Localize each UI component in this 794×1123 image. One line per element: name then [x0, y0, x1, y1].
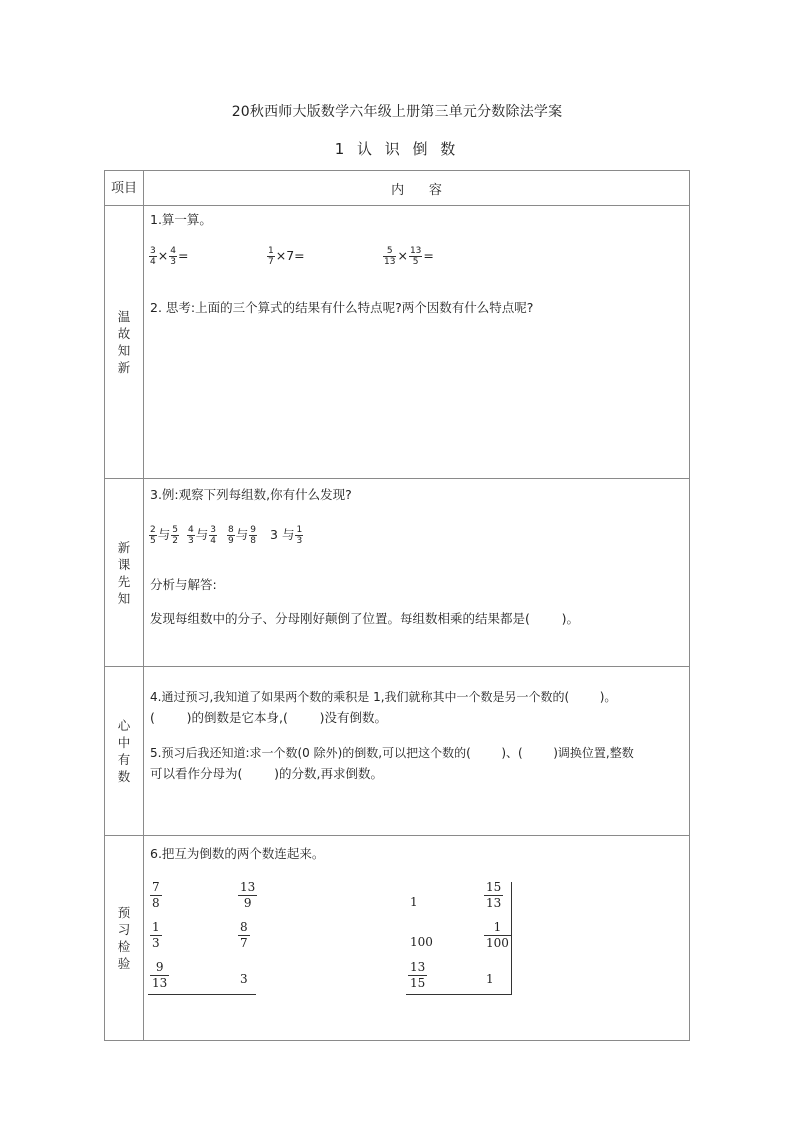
table-header-row — [105, 171, 690, 206]
worksheet-table — [104, 170, 690, 1041]
section-review — [105, 206, 690, 479]
question-2: 2. 思考:上面的三个算式的结果有什么特点呢?两个因数有什么特点呢? — [150, 300, 534, 315]
match-left-b3[interactable]: 3 — [240, 972, 248, 986]
match-left-a2[interactable]: 1 3 — [152, 920, 160, 950]
section-content-new-lesson — [144, 479, 690, 667]
question-1: 1.算一算。 — [150, 212, 212, 227]
header-item: 项目 — [105, 171, 144, 206]
fraction: $\frac{9}{8}$ — [250, 525, 256, 546]
finding-text: 发现每组数中的分子、分母刚好颠倒了位置。每组数相乘的结果都是( )。 — [150, 611, 580, 626]
question-4-line-1: 4.通过预习,我知道了如果两个数的乘积是 1,我们就称其中一个数是另一个数的( )。 — [150, 690, 617, 704]
section-label-new-lesson: 新课先知 — [105, 479, 144, 667]
fraction: $\frac{2}{5}$ — [150, 525, 156, 546]
fraction: $\frac{1}{3}$ — [296, 525, 303, 546]
section-content-summary — [144, 667, 690, 836]
section-content-check — [144, 836, 690, 1041]
analysis-label: 分析与解答: — [150, 577, 217, 592]
fraction: $\frac{13}{5}$ — [409, 246, 422, 267]
section-summary — [105, 667, 690, 836]
section-label-review: 温故知新 — [105, 206, 144, 479]
expression-1: $\frac{3}{4}$ × $\frac{4}{3}$ = — [150, 246, 189, 267]
question-6: 6.把互为倒数的两个数连起来。 — [150, 846, 325, 861]
number-pair-2: $\frac{4}{3}$ 与 $\frac{3}{4}$ — [188, 525, 216, 546]
question-5-line-1: 5.预习后我还知道:求一个数(0 除外)的倒数,可以把这个数的( )、( )调换位置,整数 — [150, 746, 634, 760]
fraction: $\frac{3}{4}$ — [150, 246, 156, 267]
fraction: $\frac{5}{13}$ — [384, 246, 396, 267]
right-group-divider — [511, 882, 512, 994]
section-content-review — [144, 206, 690, 479]
lesson-title: 1 认 识 倒 数 — [334, 140, 460, 158]
match-left-a3[interactable]: 9 13 — [152, 960, 168, 990]
match-left-a1[interactable]: 7 8 — [152, 880, 160, 910]
fraction: $\frac{5}{2}$ — [172, 525, 178, 546]
number-pair-1: $\frac{2}{5}$ 与 $\frac{5}{2}$ — [150, 525, 178, 546]
document-title: 20秋西师大版数学六年级上册第三单元分数除法学案 — [231, 104, 563, 120]
number-pair-4: 3 与 $\frac{1}{3}$ — [270, 525, 303, 546]
fraction: $\frac{4}{3}$ — [170, 246, 176, 267]
fraction: $\frac{8}{9}$ — [228, 525, 234, 546]
match-right-a2[interactable]: 100 — [410, 935, 433, 949]
left-group-baseline — [148, 994, 256, 995]
right-group-baseline — [406, 994, 512, 995]
question-5-line-2: 可以看作分母为( )的分数,再求倒数。 — [150, 766, 384, 781]
match-right-b1[interactable]: 15 13 — [486, 880, 502, 910]
question-4-line-2: ( )的倒数是它本身,( )没有倒数。 — [150, 710, 388, 725]
match-left-b1[interactable]: 13 9 — [240, 880, 256, 910]
fraction: $\frac{1}{7}$ — [268, 246, 274, 267]
header-content: 内 容 — [144, 171, 690, 206]
fraction: $\frac{3}{4}$ — [210, 525, 216, 546]
number-pair-3: $\frac{8}{9}$ 与 $\frac{9}{8}$ — [228, 525, 256, 546]
expression-2: $\frac{1}{7}$ ×7= — [268, 246, 305, 267]
question-3: 3.例:观察下列每组数,你有什么发现? — [150, 487, 352, 502]
match-right-b3[interactable]: 1 — [486, 972, 494, 986]
section-label-check: 预习检验 — [105, 836, 144, 1041]
section-label-summary: 心中有数 — [105, 667, 144, 836]
fraction: $\frac{4}{3}$ — [188, 525, 194, 546]
match-right-b2[interactable]: 1 100 — [486, 920, 509, 950]
section-new-lesson — [105, 479, 690, 667]
match-left-b2[interactable]: 8 7 — [240, 920, 248, 950]
match-right-a3[interactable]: 13 15 — [410, 960, 426, 990]
section-check — [105, 836, 690, 1041]
expression-3: $\frac{5}{13}$ × $\frac{13}{5}$ = — [384, 246, 434, 267]
match-right-a1[interactable]: 1 — [410, 895, 418, 909]
